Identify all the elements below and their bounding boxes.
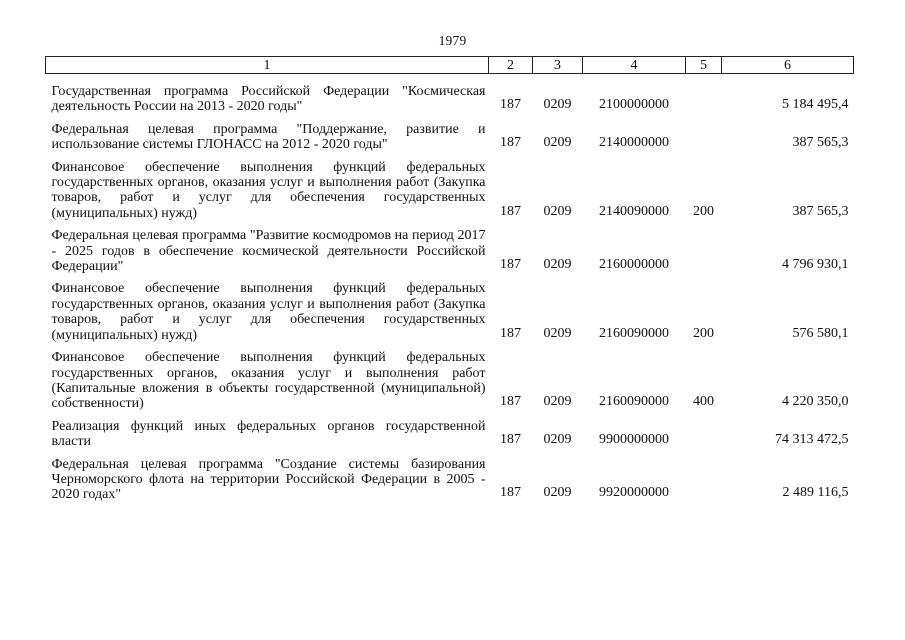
table-row (46, 457, 854, 510)
row-target-article: 2160090000 (599, 394, 669, 410)
row-ministry-code: 187 (500, 325, 521, 341)
row-description: Государственная программа Российской Федерации "Космическая деятельность России на 2013 - 2020 годы" (51, 84, 486, 115)
column-header-5: 5 (686, 57, 722, 74)
row-description: Федеральная целевая программа "Поддержание, развитие и использование системы ГЛОНАСС на 2012 - 2020 годы" (51, 121, 486, 153)
row-section-code: 0209 (543, 203, 572, 219)
row-section-code: 0209 (543, 135, 572, 151)
row-amount: 387 565,3 (792, 135, 849, 151)
row-expense-type: 400 (693, 394, 714, 410)
row-target-article: 2140000000 (599, 135, 669, 151)
page-number: 1979 (438, 33, 467, 48)
table-row (46, 160, 854, 229)
row-ministry-code: 187 (500, 135, 521, 151)
row-section-code: 0209 (543, 432, 572, 448)
row-ministry-code: 187 (500, 97, 521, 113)
table-row (46, 228, 854, 281)
row-section-code: 0209 (543, 325, 572, 341)
row-amount: 4 796 930,1 (782, 257, 849, 273)
row-amount: 576 580,1 (792, 325, 849, 341)
budget-table (45, 56, 854, 510)
table-row (46, 419, 854, 457)
row-expense-type (686, 457, 722, 510)
row-description: Финансовое обеспечение выполнения функций федеральных государственных органов, оказания услуг и выполнения работ (Капитальные вложения в объекты государственной (муниципальной) собственности) (51, 350, 486, 412)
row-target-article: 2160090000 (599, 325, 669, 341)
row-expense-type: 200 (693, 203, 714, 219)
row-description: Реализация функций иных федеральных органов государственной власти (51, 418, 486, 450)
row-amount: 2 489 116,5 (782, 485, 849, 501)
row-section-code: 0209 (543, 394, 572, 410)
column-header-2: 2 (489, 57, 533, 74)
table-row (46, 122, 854, 160)
row-target-article: 2140090000 (599, 203, 669, 219)
row-amount: 5 184 495,4 (782, 97, 849, 113)
row-expense-type (686, 74, 722, 122)
row-description: Финансовое обеспечение выполнения функций федеральных государственных органов, оказания услуг и выполнения работ (Закупка товаров, работ и услуг для обеспечения государственных (муниципальных) нужд) (51, 159, 486, 221)
row-ministry-code: 187 (500, 485, 521, 501)
column-header-3: 3 (533, 57, 583, 74)
row-ministry-code: 187 (500, 394, 521, 410)
table-row (46, 281, 854, 350)
row-expense-type (686, 419, 722, 457)
table-row (46, 74, 854, 122)
row-target-article: 2160000000 (599, 257, 669, 273)
row-section-code: 0209 (543, 257, 572, 273)
column-header-6: 6 (722, 57, 854, 74)
row-amount: 74 313 472,5 (775, 432, 849, 448)
row-amount: 387 565,3 (792, 203, 849, 219)
table-header-row (46, 57, 854, 74)
row-section-code: 0209 (543, 97, 572, 113)
row-description: Федеральная целевая программа "Создание системы базирования Черноморского флота на территории Российской Федерации в 2005 - 2020 годах" (51, 456, 486, 503)
column-header-4: 4 (583, 57, 686, 74)
row-target-article: 9920000000 (599, 485, 669, 501)
row-description: Финансовое обеспечение выполнения функций федеральных государственных органов, оказания услуг и выполнения работ (Закупка товаров, работ и услуг для обеспечения государственных (муниципальных) нужд) (51, 281, 486, 343)
row-expense-type: 200 (693, 325, 714, 341)
row-target-article: 9900000000 (599, 432, 669, 448)
row-description: Федеральная целевая программа "Развитие космодромов на период 2017 - 2025 годов в обеспечение космической деятельности Российской Федерации" (51, 228, 486, 275)
row-ministry-code: 187 (500, 257, 521, 273)
table-row (46, 350, 854, 419)
column-header-1: 1 (46, 57, 489, 74)
row-amount: 4 220 350,0 (782, 394, 849, 410)
row-expense-type (686, 122, 722, 160)
row-ministry-code: 187 (500, 203, 521, 219)
row-ministry-code: 187 (500, 432, 521, 448)
row-expense-type (686, 228, 722, 281)
row-section-code: 0209 (543, 485, 572, 501)
row-target-article: 2100000000 (599, 97, 669, 113)
